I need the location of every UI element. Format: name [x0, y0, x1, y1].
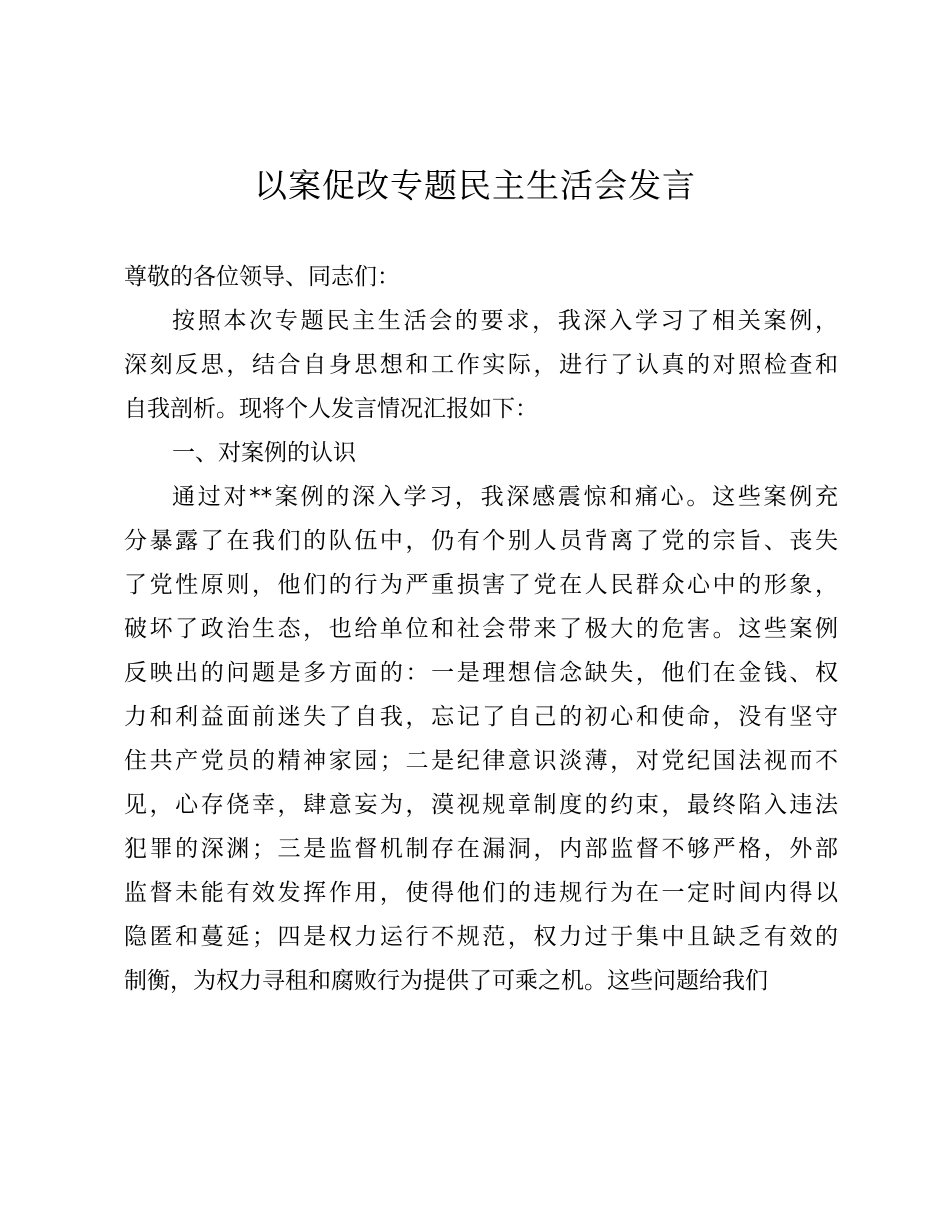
text-line: 力和利益面前迷失了自我，忘记了自己的初心和使命，没有坚守: [124, 704, 838, 730]
text-line: 制衡，为权力寻租和腐败行为提供了可乘之机。这些问题给我们: [124, 968, 768, 994]
text-line: 隐匿和蔓延；四是权力运行不规范，权力过于集中且缺乏有效的: [124, 924, 838, 950]
text-line: 反映出的问题是多方面的：一是理想信念缺失，他们在金钱、权: [124, 660, 838, 686]
text-line: 深刻反思，结合自身思想和工作实际，进行了认真的对照检查和: [124, 352, 838, 378]
text-line: 通过对**案例的深入学习，我深感震惊和痛心。这些案例充: [172, 484, 838, 510]
paragraph-lines: [124, 299, 838, 1003]
text-line: 犯罪的深渊；三是监督机制存在漏洞，内部监督不够严格，外部: [124, 836, 838, 862]
text-line: 见，心存侥幸，肆意妄为，漠视规章制度的约束，最终陷入违法: [124, 792, 838, 818]
text-line: 监督未能有效发挥作用，使得他们的违规行为在一定时间内得以: [124, 880, 838, 906]
document-body: [124, 255, 838, 1003]
text-line: 按照本次专题民主生活会的要求，我深入学习了相关案例，: [172, 308, 838, 334]
text-line: 破坏了政治生态，也给单位和社会带来了极大的危害。这些案例: [124, 616, 838, 642]
text-line: 自我剖析。现将个人发言情况汇报如下：: [124, 396, 538, 422]
text-line: 住共产党员的精神家园；二是纪律意识淡薄，对党纪国法视而不: [124, 748, 838, 774]
document-title: 以案促改专题民主生活会发言: [254, 166, 696, 205]
text-line: 分暴露了在我们的队伍中，仍有个别人员背离了党的宗旨、丧失: [124, 528, 838, 554]
text-line: 一、对案例的认识: [172, 440, 356, 466]
salutation: 尊敬的各位领导、同志们：: [124, 264, 400, 290]
text-line: 了党性原则，他们的行为严重损害了党在人民群众心中的形象，: [124, 572, 838, 598]
